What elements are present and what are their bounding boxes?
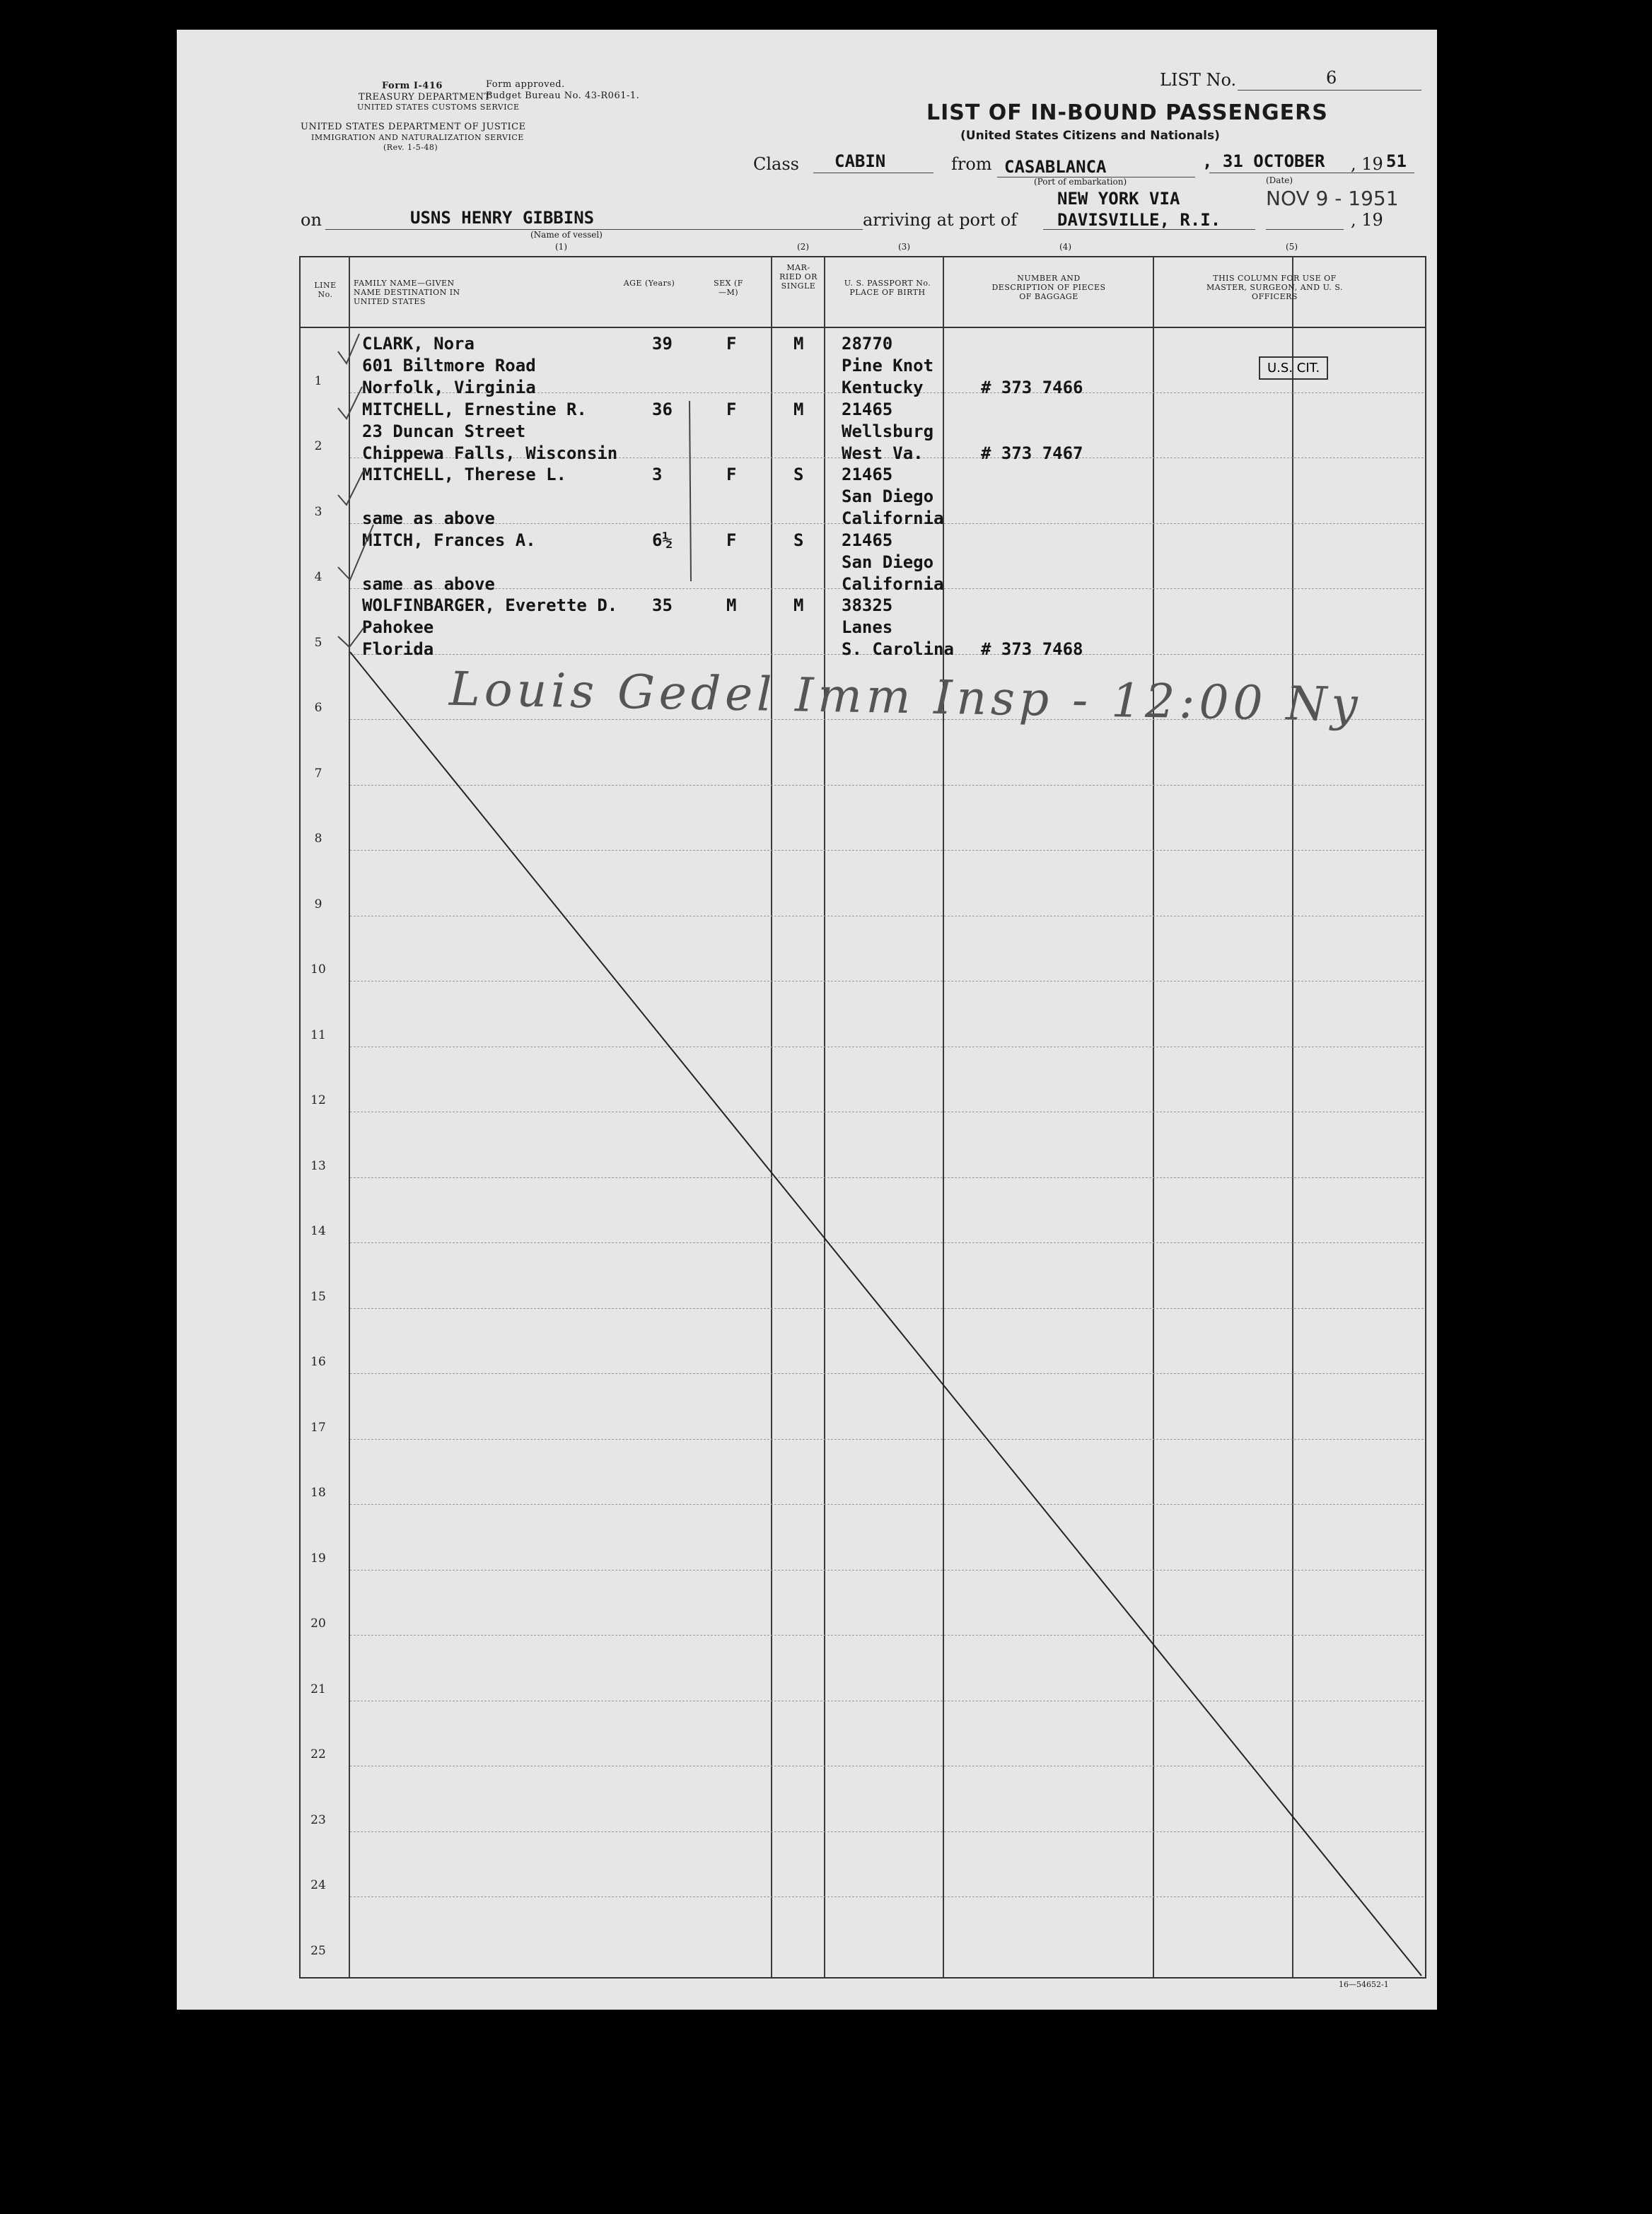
- passenger-line1: MITCH, Frances A.: [362, 530, 536, 550]
- passenger-pass2: Pine Knot: [842, 356, 934, 375]
- port-embark-caption: (Port of embarkation): [1034, 177, 1127, 187]
- year-prefix: , 19: [1351, 154, 1383, 174]
- col-header-line: LINE No.: [314, 281, 337, 299]
- passenger-pass3: Kentucky: [842, 378, 924, 397]
- passenger-pass1: 38325: [842, 595, 893, 615]
- passenger-pass3: S. Carolina: [842, 639, 954, 659]
- line-number: 24: [310, 1878, 326, 1892]
- line-number: 10: [310, 962, 326, 977]
- line-number: 8: [314, 832, 322, 846]
- line-number: 12: [310, 1093, 326, 1107]
- passenger-line1: MITCHELL, Therese L.: [362, 465, 566, 484]
- col-header-passport: U. S. PASSPORT No. PLACE OF BIRTH: [844, 279, 931, 297]
- printer-code: 16—54652-1: [1339, 1980, 1389, 1989]
- passenger-age: 35: [652, 595, 673, 615]
- col-header-officers: THIS COLUMN FOR USE OF MASTER, SURGEON, AND U. S. OFFICERS: [1206, 274, 1343, 301]
- line-number: 18: [310, 1486, 326, 1500]
- passenger-pass2: Lanes: [842, 617, 893, 637]
- col-header-baggage: NUMBER AND DESCRIPTION OF PIECES OF BAGGAGE: [991, 274, 1106, 301]
- manifest-page: [177, 30, 1437, 2010]
- line-number: 2: [314, 439, 322, 453]
- passenger-line2: 23 Duncan Street: [362, 421, 526, 441]
- line-number: 6: [314, 701, 322, 715]
- year-value: 51: [1386, 151, 1407, 171]
- line-number: 22: [310, 1747, 326, 1761]
- col-num-5: (5): [1286, 242, 1298, 252]
- line-number: 9: [314, 897, 322, 911]
- passenger-pass1: 21465: [842, 530, 893, 550]
- line-number: 17: [310, 1420, 326, 1435]
- passenger-line1: WOLFINBARGER, Everette D.: [362, 595, 618, 615]
- passenger-pass3: West Va.: [842, 443, 924, 463]
- form-approved: Form approved.: [486, 79, 565, 90]
- passenger-ms: M: [793, 399, 804, 419]
- port-of-arrival-2: DAVISVILLE, R.I.: [1057, 210, 1221, 230]
- passenger-baggage: # 373 7466: [981, 378, 1083, 397]
- line-number: 4: [314, 570, 322, 584]
- class-label: Class: [753, 154, 799, 174]
- passenger-line3: same as above: [362, 508, 495, 528]
- passenger-baggage: # 373 7467: [981, 443, 1083, 463]
- handwritten-signature: Louis Gedel Imm Insp - 12:00 Ny: [448, 661, 1363, 733]
- passenger-line3: same as above: [362, 573, 495, 594]
- passenger-ms: M: [793, 334, 804, 354]
- passenger-line3: Florida: [362, 639, 434, 659]
- page-title: LIST OF IN-BOUND PASSENGERS: [926, 100, 1328, 125]
- line-number: 14: [310, 1224, 326, 1238]
- passenger-ms: S: [793, 465, 804, 484]
- line-number: 7: [314, 766, 322, 781]
- passenger-age: 36: [652, 399, 673, 419]
- budget-bureau: Budget Bureau No. 43-R061-1.: [486, 91, 640, 101]
- port-of-embarkation: CASABLANCA: [1004, 157, 1107, 177]
- vessel-caption: (Name of vessel): [530, 230, 603, 240]
- passenger-baggage: # 373 7468: [981, 639, 1083, 659]
- passenger-pass2: Wellsburg: [842, 421, 934, 441]
- cancel-line: [177, 30, 1437, 2010]
- on-label: on: [301, 210, 322, 230]
- line-number: 25: [310, 1943, 326, 1958]
- col-header-age: AGE (Years): [623, 279, 675, 288]
- line-number: 3: [314, 504, 322, 519]
- passenger-line2: Pahokee: [362, 617, 434, 637]
- arriving-label: arriving at port of: [863, 210, 1018, 230]
- line-number: 5: [314, 635, 322, 650]
- us-citizen-stamp: U.S. CIT.: [1259, 356, 1328, 380]
- date-caption: (Date): [1266, 175, 1293, 185]
- line-number: 21: [310, 1682, 326, 1696]
- passenger-line1: MITCHELL, Ernestine R.: [362, 399, 587, 419]
- col-num-3: (3): [898, 242, 910, 252]
- line-number: 13: [310, 1158, 326, 1173]
- passenger-sex: M: [726, 595, 737, 615]
- passenger-line3: Norfolk, Virginia: [362, 378, 536, 397]
- vessel-col-number: (1): [555, 242, 567, 252]
- passenger-pass1: 28770: [842, 334, 893, 354]
- passenger-age: 3: [652, 465, 663, 484]
- revision: (Rev. 1-5-48): [383, 143, 438, 152]
- arrival-date-stamp: NOV 9 - 1951: [1266, 187, 1399, 210]
- passenger-age: 6½: [652, 530, 673, 550]
- passenger-pass3: California: [842, 508, 944, 528]
- passenger-pass2: San Diego: [842, 487, 934, 506]
- col-num-2: (2): [797, 242, 809, 252]
- vessel-name: USNS HENRY GIBBINS: [410, 208, 595, 228]
- line-number: 1: [314, 373, 322, 388]
- passenger-pass1: 21465: [842, 465, 893, 484]
- passenger-age: 39: [652, 334, 673, 354]
- departure-date: , 31 OCTOBER: [1202, 151, 1325, 171]
- passenger-sex: F: [726, 334, 737, 354]
- passenger-sex: F: [726, 399, 737, 419]
- ins-service: IMMIGRATION AND NATURALIZATION SERVICE: [311, 133, 524, 142]
- class-value: CABIN: [834, 151, 886, 171]
- passenger-line2: 601 Biltmore Road: [362, 356, 536, 375]
- line-number: 16: [310, 1355, 326, 1369]
- line-number: 11: [310, 1027, 326, 1042]
- col-header-name: FAMILY NAME—GIVEN NAME DESTINATION IN UNITED STATES: [354, 279, 460, 306]
- passenger-sex: F: [726, 465, 737, 484]
- passenger-sex: F: [726, 530, 737, 550]
- passenger-pass1: 21465: [842, 399, 893, 419]
- line-number: 20: [310, 1616, 326, 1631]
- line-number: 15: [310, 1289, 326, 1304]
- list-number: 6: [1326, 68, 1337, 88]
- passenger-ms: M: [793, 595, 804, 615]
- passenger-pass3: California: [842, 573, 944, 594]
- passenger-line3: Chippewa Falls, Wisconsin: [362, 443, 618, 463]
- col-num-4: (4): [1059, 242, 1071, 252]
- line-number: 19: [310, 1551, 326, 1566]
- col-header-married: MAR- RIED OR SINGLE: [779, 263, 818, 291]
- from-label: from: [951, 154, 992, 174]
- list-label: LIST No.: [1160, 70, 1237, 90]
- form-number: Form I-416: [382, 81, 443, 91]
- passenger-pass2: San Diego: [842, 552, 934, 572]
- port-of-arrival-1: NEW YORK VIA: [1057, 189, 1180, 209]
- line-number: 23: [310, 1812, 326, 1827]
- customs-service: UNITED STATES CUSTOMS SERVICE: [357, 103, 520, 112]
- treasury-dept: TREASURY DEPARTMENT: [359, 92, 491, 103]
- justice-dept: UNITED STATES DEPARTMENT OF JUSTICE: [301, 122, 526, 132]
- passenger-ms: S: [793, 530, 804, 550]
- passenger-line1: CLARK, Nora: [362, 334, 475, 354]
- col-header-sex: SEX (F—M): [714, 279, 743, 297]
- year-prefix-2: , 19: [1351, 210, 1383, 230]
- page-subtitle: (United States Citizens and Nationals): [960, 129, 1220, 143]
